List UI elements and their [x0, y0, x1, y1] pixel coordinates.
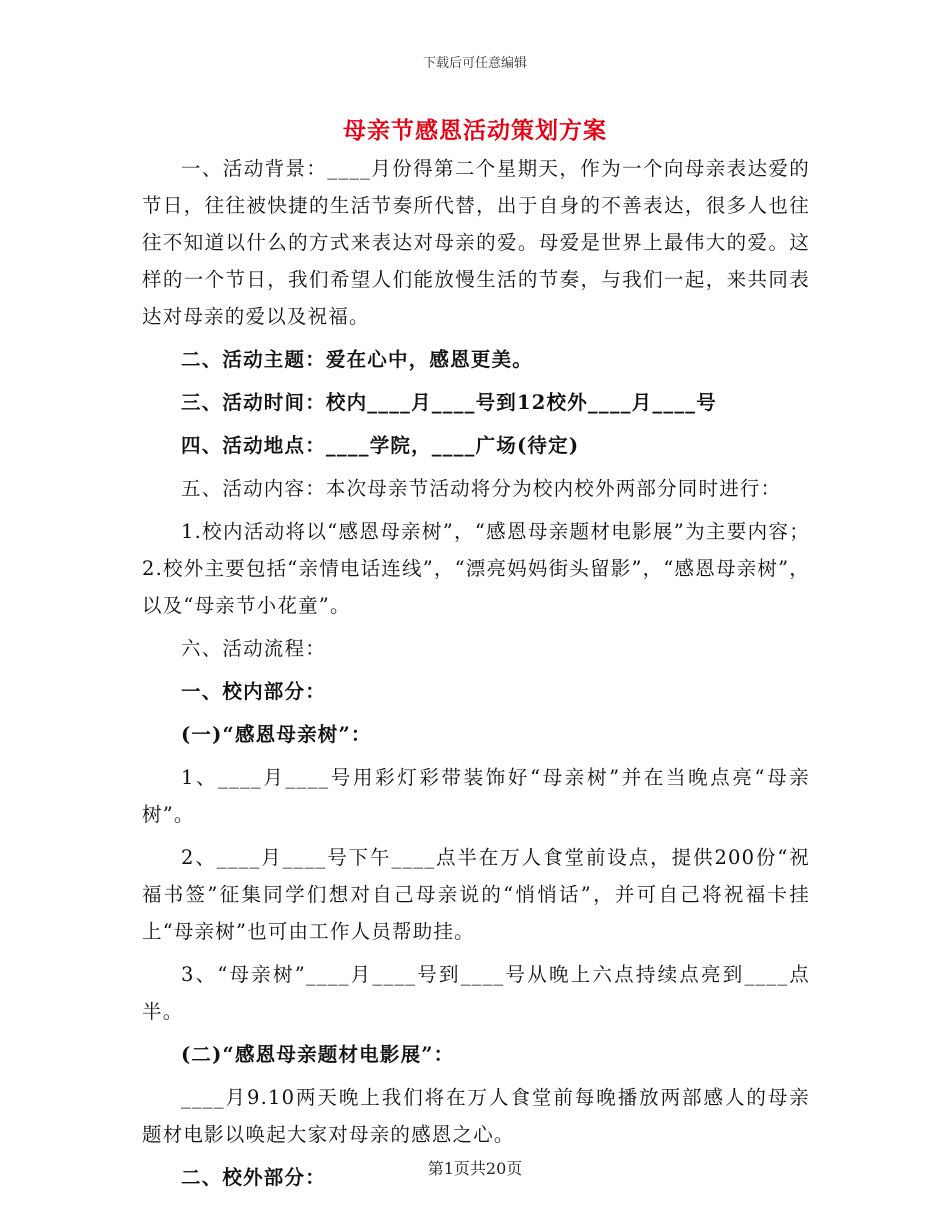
paragraph-process-heading: 六、活动流程：	[181, 637, 326, 660]
paragraph-theme: 二、活动主题：爱在心中，感恩更美。	[181, 348, 533, 371]
paragraph-location: 四、活动地点：____学院，____广场(待定)	[181, 434, 580, 457]
page-footer: 第1页共20页	[427, 1159, 523, 1178]
page-header: 下载后可任意编辑	[422, 56, 527, 71]
paragraph-film-heading: (二)“感恩母亲题材电影展”：	[181, 1043, 455, 1066]
paragraph-oncampus-heading: 一、校内部分：	[181, 680, 326, 703]
paragraph-step-1: 1、____月____号用彩灯彩带装饰好“母亲树”并在当晚点亮“母亲树”。	[142, 766, 810, 826]
document-title: 母亲节感恩活动策划方案	[343, 117, 607, 144]
paragraph-film-detail: ____月9.10两天晚上我们将在万人食堂前每晚播放两部感人的母亲题材电影以唤起大家对母亲的感恩之心。	[142, 1086, 810, 1146]
paragraph-offcampus-heading: 二、校外部分：	[181, 1166, 326, 1189]
paragraph-step-2: 2、____月____号下午____点半在万人食堂前设点，提供200份“祝福书签”征集同学们想对自己母亲说的“悄悄话”，并可自己将祝福卡挂上“母亲树”也可由工作人员帮助挂。	[142, 846, 810, 943]
paragraph-background: 一、活动背景：____月份得第二个星期天，作为一个向母亲表达爱的节日，往往被快捷的生活节奏所代替，出于自身的不善表达，很多人也往往不知道以什么的方式来表达对母亲的爱。母爱是世界上最伟大的爱。这样的一个节日，我们希望人们能放慢生活的节奏，与我们一起，来共同表达对母亲的爱以及祝福。	[142, 157, 810, 328]
paragraph-step-3: 3、“母亲树”____月____号到____号从晚上六点持续点亮到____点半。	[142, 963, 810, 1023]
paragraph-mother-tree-heading: (一)“感恩母亲树”：	[181, 723, 372, 746]
paragraph-content: 五、活动内容：本次母亲节活动将分为校内校外两部分同时进行：	[181, 477, 782, 500]
paragraph-content-detail: 1.校内活动将以“感恩母亲树”，“感恩母亲题材电影展”为主要内容；2.校外主要包括“亲情电话连线”，“漂亮妈妈街头留影”，“感恩母亲树”，以及“母亲节小花童”。	[142, 520, 810, 617]
paragraph-time: 三、活动时间：校内____月____号到12校外____月____号	[181, 391, 717, 414]
document-body	[142, 150, 810, 1202]
